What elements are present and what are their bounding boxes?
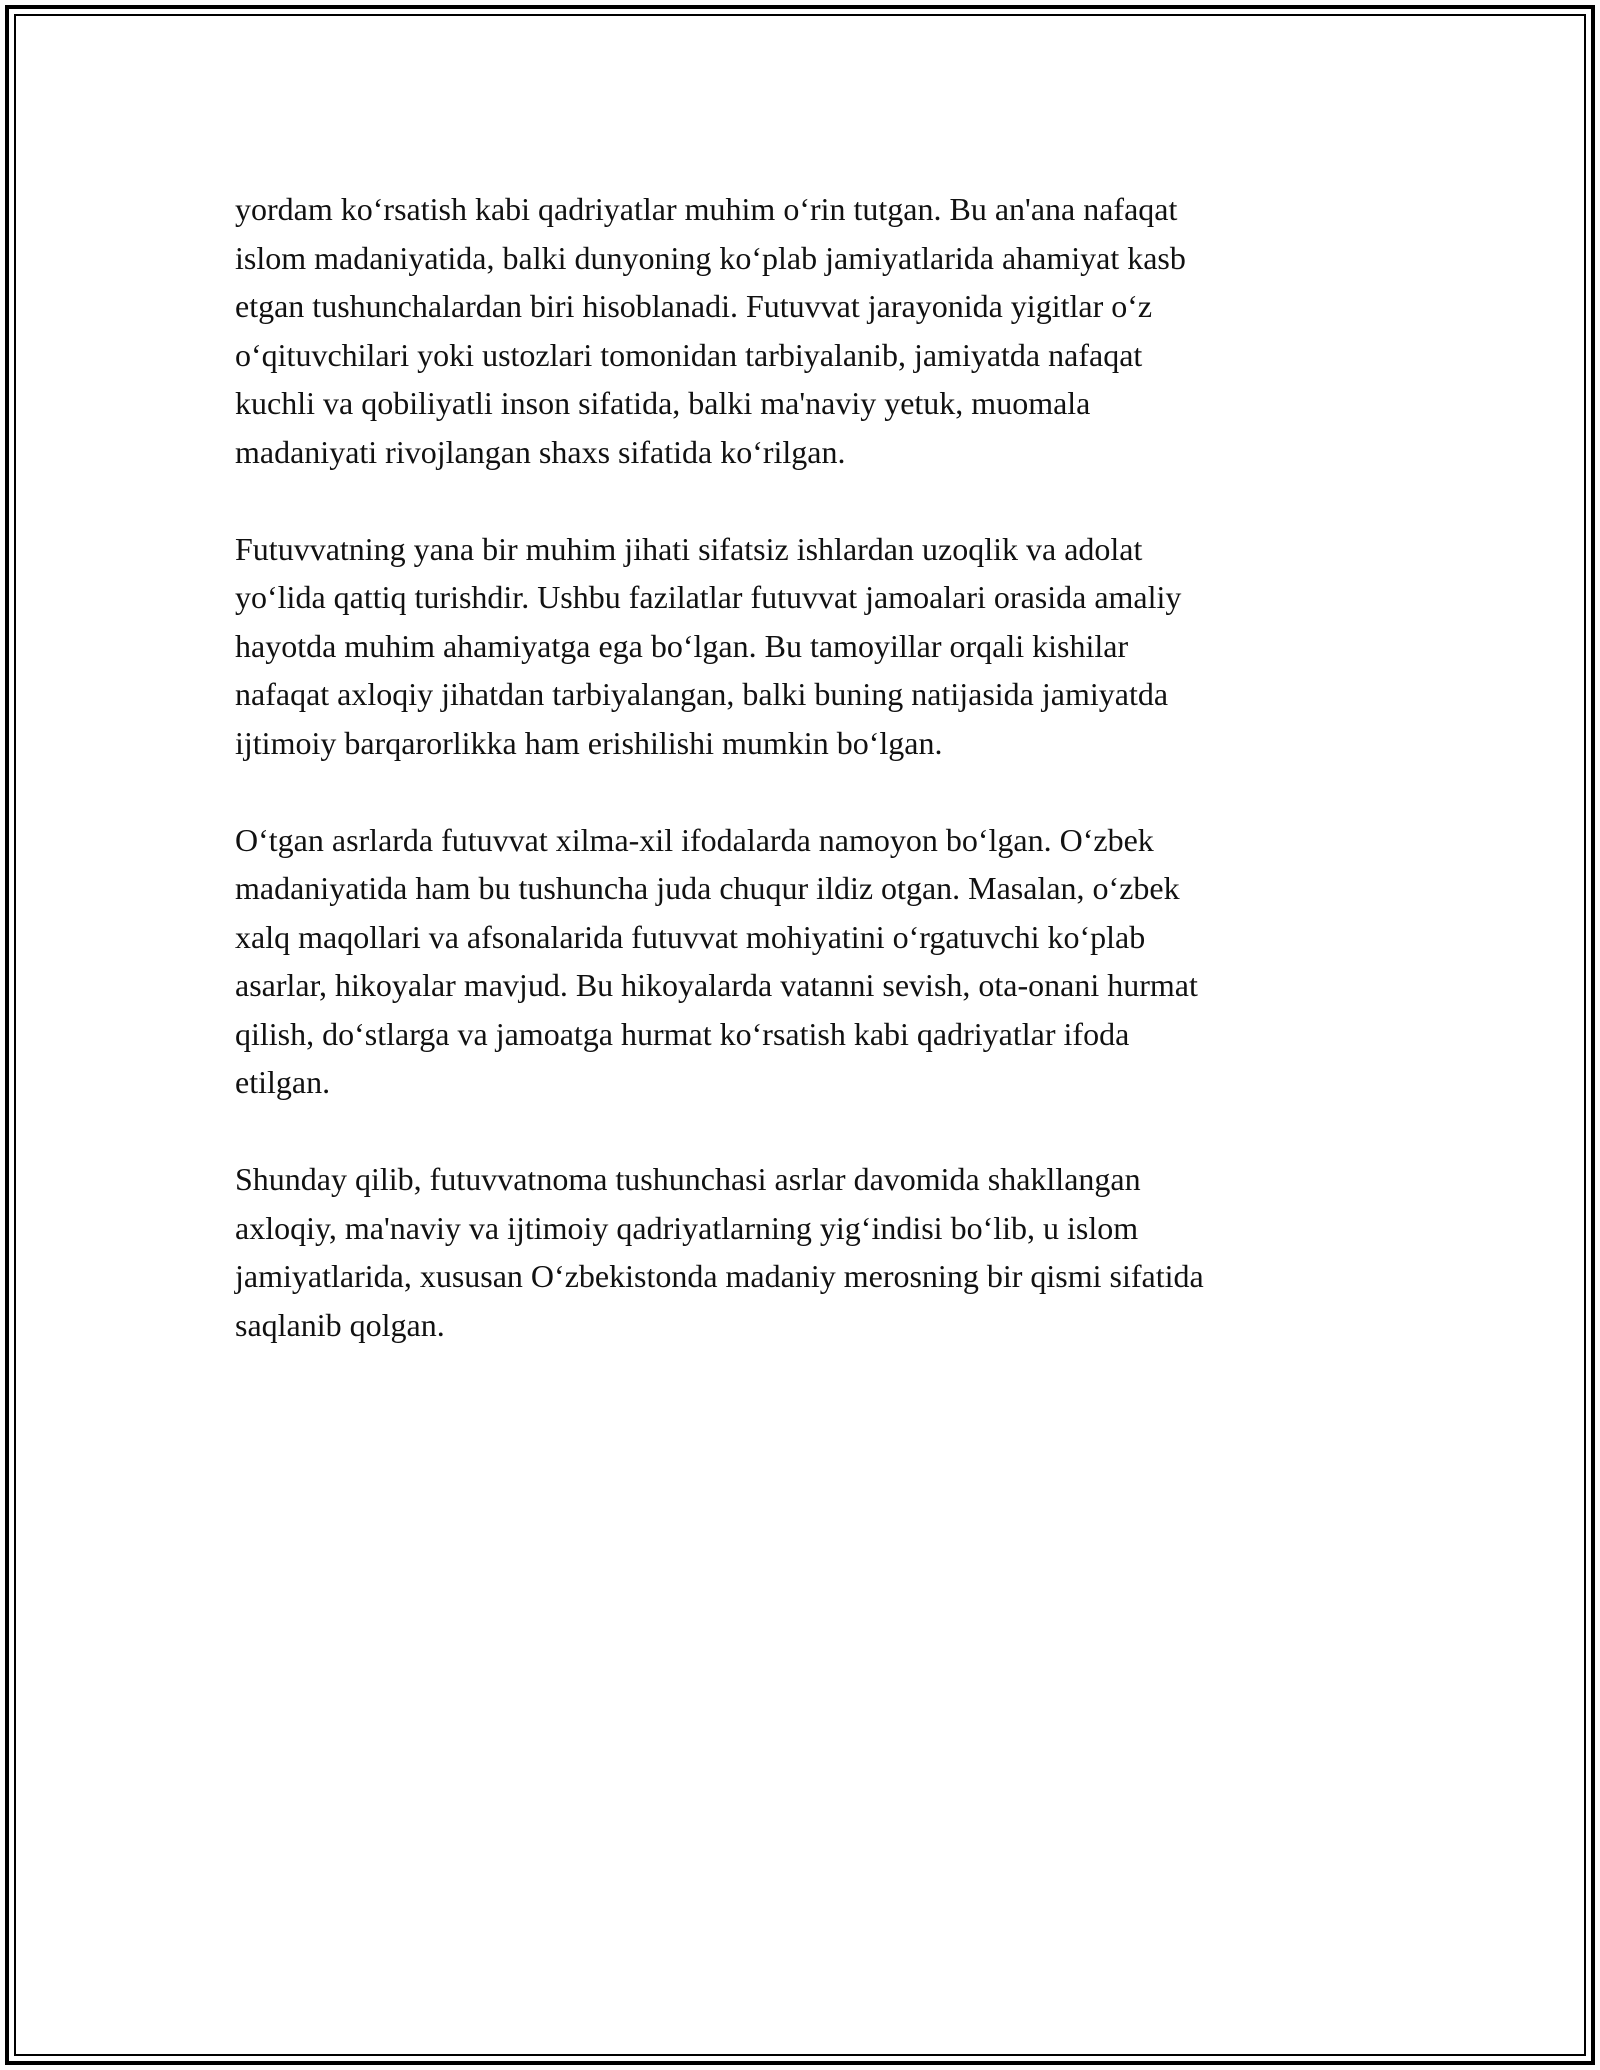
paragraph-4: Shunday qilib, futuvvatnoma tushunchasi asrlar davomida shakllangan axloqiy, ma'naviy va ijtimoiy qadriyatlarning yig‘indisi bo‘lib, u islom jamiyatlarida, xususan O‘zbekistonda madaniy merosning bir qismi sifatida saqlanib qolgan. xyxy=(235,1161,1204,1343)
paragraph-2: Futuvvatning yana bir muhim jihati sifatsiz ishlardan uzoqlik va adolat yo‘lida qattiq turishdir. Ushbu fazilatlar futuvvat jamoalari orasida amaliy hayotda muhim ahamiyatga ega bo‘lgan. Bu tamoyillar orqali kishilar nafaqat axloqiy jihatdan tarbiyalangan, balki buning natijasida jamiyatda ijtimoiy barqarorlikka ham erishilishi mumkin bo‘lgan. xyxy=(235,530,1182,761)
document-body xyxy=(235,185,1355,1398)
paragraph-3: O‘tgan asrlarda futuvvat xilma-xil ifodalarda namoyon bo‘lgan. O‘zbek madaniyatida ham bu tushuncha juda chuqur ildiz otgan. Masalan, o‘zbek xalq maqollari va afsonalarida futuvvat mohiyatini o‘rgatuvchi ko‘plab asarlar, hikoyalar mavjud. Bu hikoyalarda vatanni sevish, ota-onani hurmat qilish, do‘stlarga va jamoatga hurmat ko‘rsatish kabi qadriyatlar ifoda etilgan. xyxy=(235,821,1198,1100)
paragraph-1: yordam ko‘rsatish kabi qadriyatlar muhim o‘rin tutgan. Bu an'ana nafaqat islom madaniyatida, balki dunyoning ko‘plab jamiyatlarida ahamiyat kasb etgan tushunchalardan biri hisoblanadi. Futuvvat jarayonida yigitlar o‘z o‘qituvchilari yoki ustozlari tomonidan tarbiyalanib, jamiyatda nafaqat kuchli va qobiliyatli inson sifatida, balki ma'naviy yetuk, muomala madaniyati rivojlangan shaxs sifatida ko‘rilgan. xyxy=(235,191,1186,470)
